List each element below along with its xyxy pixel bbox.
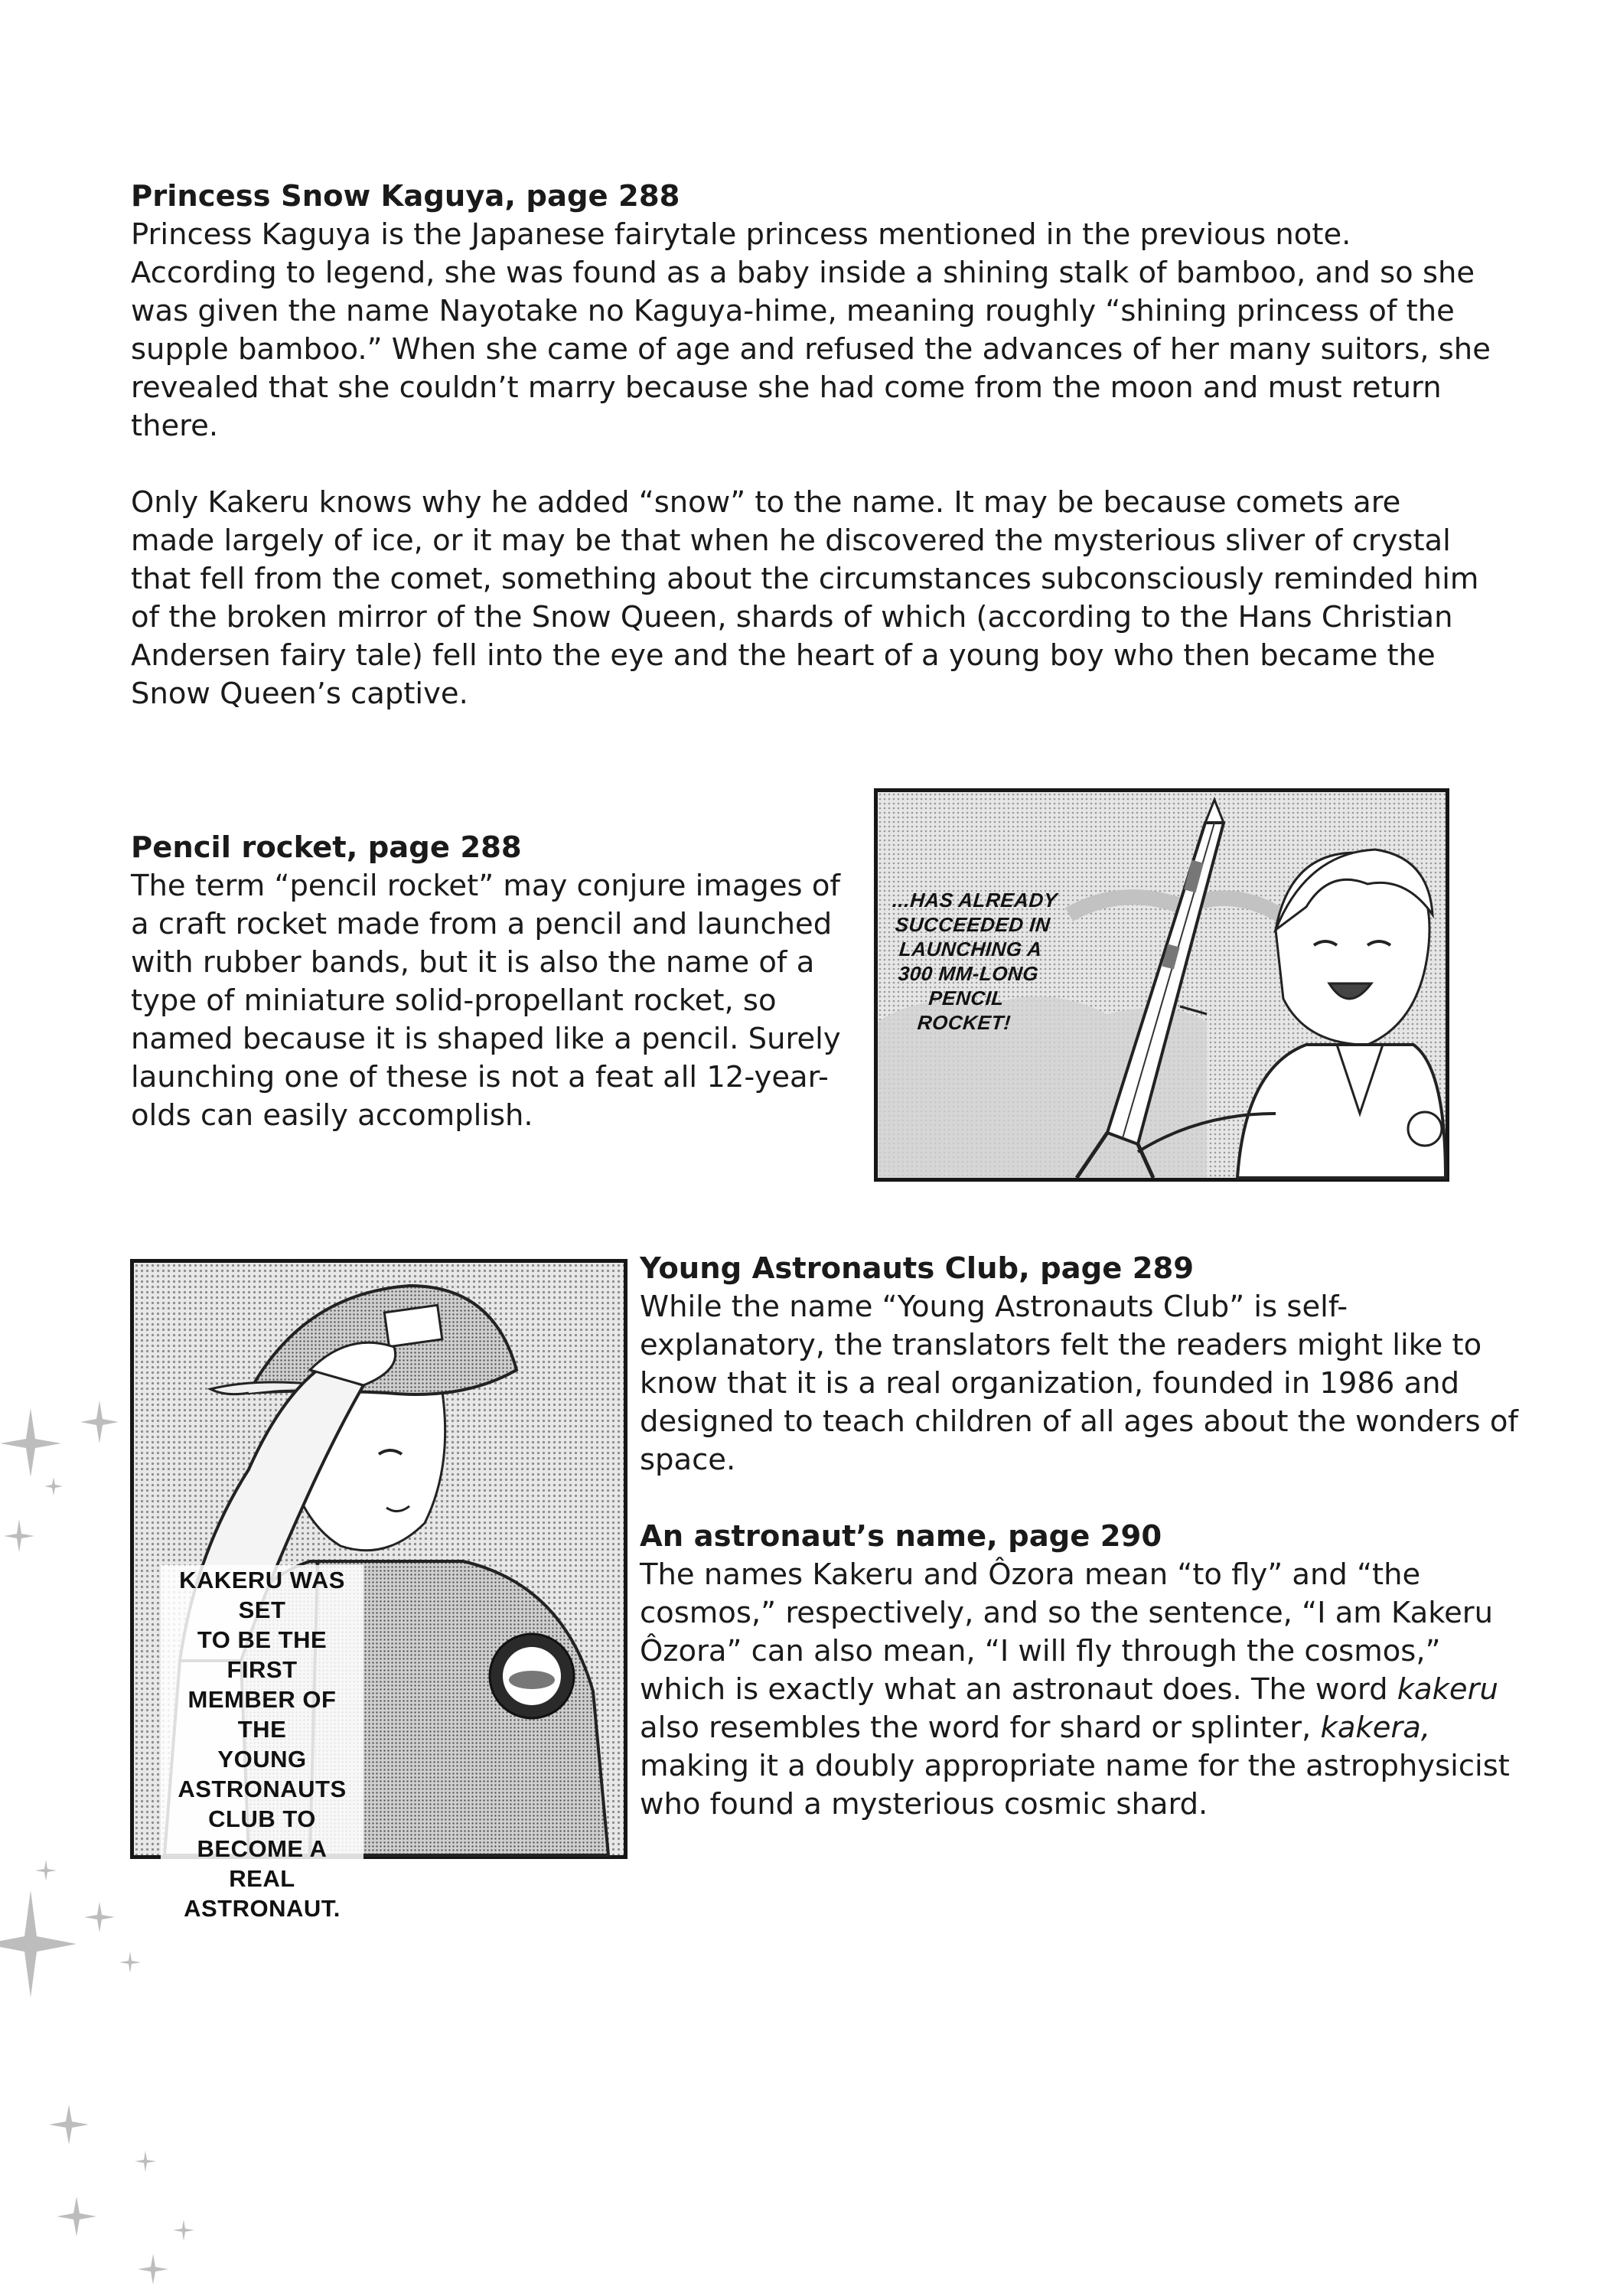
paragraph-text: making it a doubly appropriate name for the astrophysicist who found a mysterious cosmic shard. (640, 1749, 1510, 1821)
note-paragraph: Princess Kaguya is the Japanese fairytale princess mentioned in the previous note. According to legend, she was found as a baby inside a shining stalk of bamboo, and so she was given the name Nayotake no Kaguya-hime, meaning roughly “shining princess of the supple bamboo.” When she came of age and refused the advances of her many suitors, she revealed that she couldn’t marry because she had come from the moon and must return there. (131, 217, 1491, 443)
panel-caption: ...HAS ALREADY SUCCEEDED IN LAUNCHING A 300 MM-LONG PENCIL ROCKET! (891, 889, 1059, 1034)
note-title: Princess Snow Kaguya, page 288 (131, 179, 680, 214)
note-princess-snow-kaguya (131, 178, 1493, 713)
paragraph-text: also resembles the word for shard or splinter, (640, 1711, 1321, 1745)
note-young-astronauts-club (640, 1250, 1527, 1824)
note-title: Pencil rocket, page 288 (131, 830, 522, 865)
note-paragraph: The term “pencil rocket” may conjure images of a craft rocket made from a pencil and launched with rubber bands, but it is also the name of a type of miniature solid-propellant rocket, so named because it is shaped like a pencil. Surely launching one of these is not a feat all 12-year-olds can easily accomplish. (131, 869, 841, 1133)
note-paragraph: Only Kakeru knows why he added “snow” to the name. It may be because comets are made largely of ice, or it may be that when he discovered the mysterious sliver of crystal that fell from the comet, something about the circumstances subconsciously reminded him of the broken mirror of the Snow Queen, shards of which (according to the Hans Christian Andersen fairy tale) fell into the eye and the heart of a young boy who then became the Snow Queen’s captive. (131, 485, 1479, 711)
sparkle-decoration (0, 1339, 230, 2296)
note-paragraph: While the name “Young Astronauts Club” is self-explanatory, the translators felt the readers might like to know that it is a real organization, founded in 1986 and designed to teach children of all ages about the wonders of space. (640, 1290, 1518, 1477)
note-title: Young Astronauts Club, page 289 (640, 1251, 1195, 1286)
italic-term: kakeru (1397, 1672, 1498, 1707)
paragraph-text: The names Kakeru and Ôzora mean “to fly” and “the cosmos,” respectively, and so the sentence, “I am Kakeru Ôzora” can also mean, “I will fly through the cosmos,” which is exactly what an astronaut does. The word (640, 1557, 1494, 1707)
note-title: An astronaut’s name, page 290 (640, 1519, 1162, 1554)
italic-term: kakera, (1320, 1711, 1431, 1745)
note-paragraph (640, 1556, 1527, 1824)
note-pencil-rocket (131, 829, 865, 1135)
panel-caption: KAKERU WAS SET TO BE THE FIRST MEMBER OF THE YOUNG ASTRONAUTS CLUB TO BECOME A REAL ASTRONAUT. (161, 1565, 363, 1923)
manga-panel-pencil-rocket (874, 788, 1449, 1182)
